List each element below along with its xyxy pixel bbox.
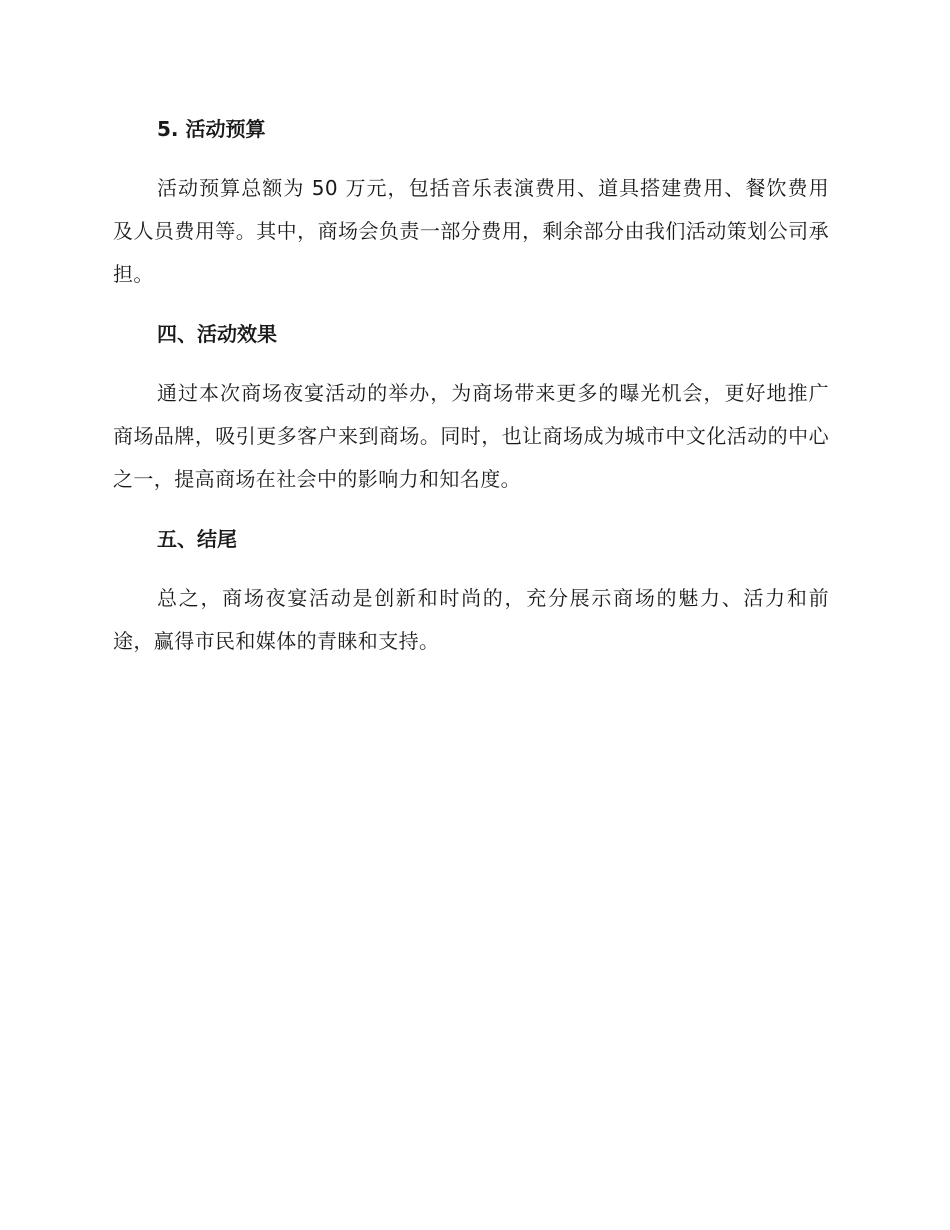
section-paragraph-effect: 通过本次商场夜宴活动的举办，为商场带来更多的曝光机会，更好地推广商场品牌，吸引更多客户来到商场。同时，也让商场成为城市中文化活动的中心之一，提高商场在社会中的影响力和知名度。 (113, 381, 829, 491)
document-page (113, 110, 829, 682)
section-paragraph-budget: 活动预算总额为 50 万元，包括音乐表演费用、道具搭建费用、餐饮费用及人员费用等。其中，商场会负责一部分费用，剩余部分由我们活动策划公司承担。 (113, 176, 829, 286)
section-heading-effect: 四、活动效果 (157, 322, 277, 346)
section-heading-budget: 5. 活动预算 (157, 117, 266, 141)
section-heading-ending: 五、结尾 (157, 527, 237, 551)
section-paragraph-ending: 总之，商场夜宴活动是创新和时尚的，充分展示商场的魅力、活力和前途，赢得市民和媒体的青睐和支持。 (113, 586, 829, 653)
